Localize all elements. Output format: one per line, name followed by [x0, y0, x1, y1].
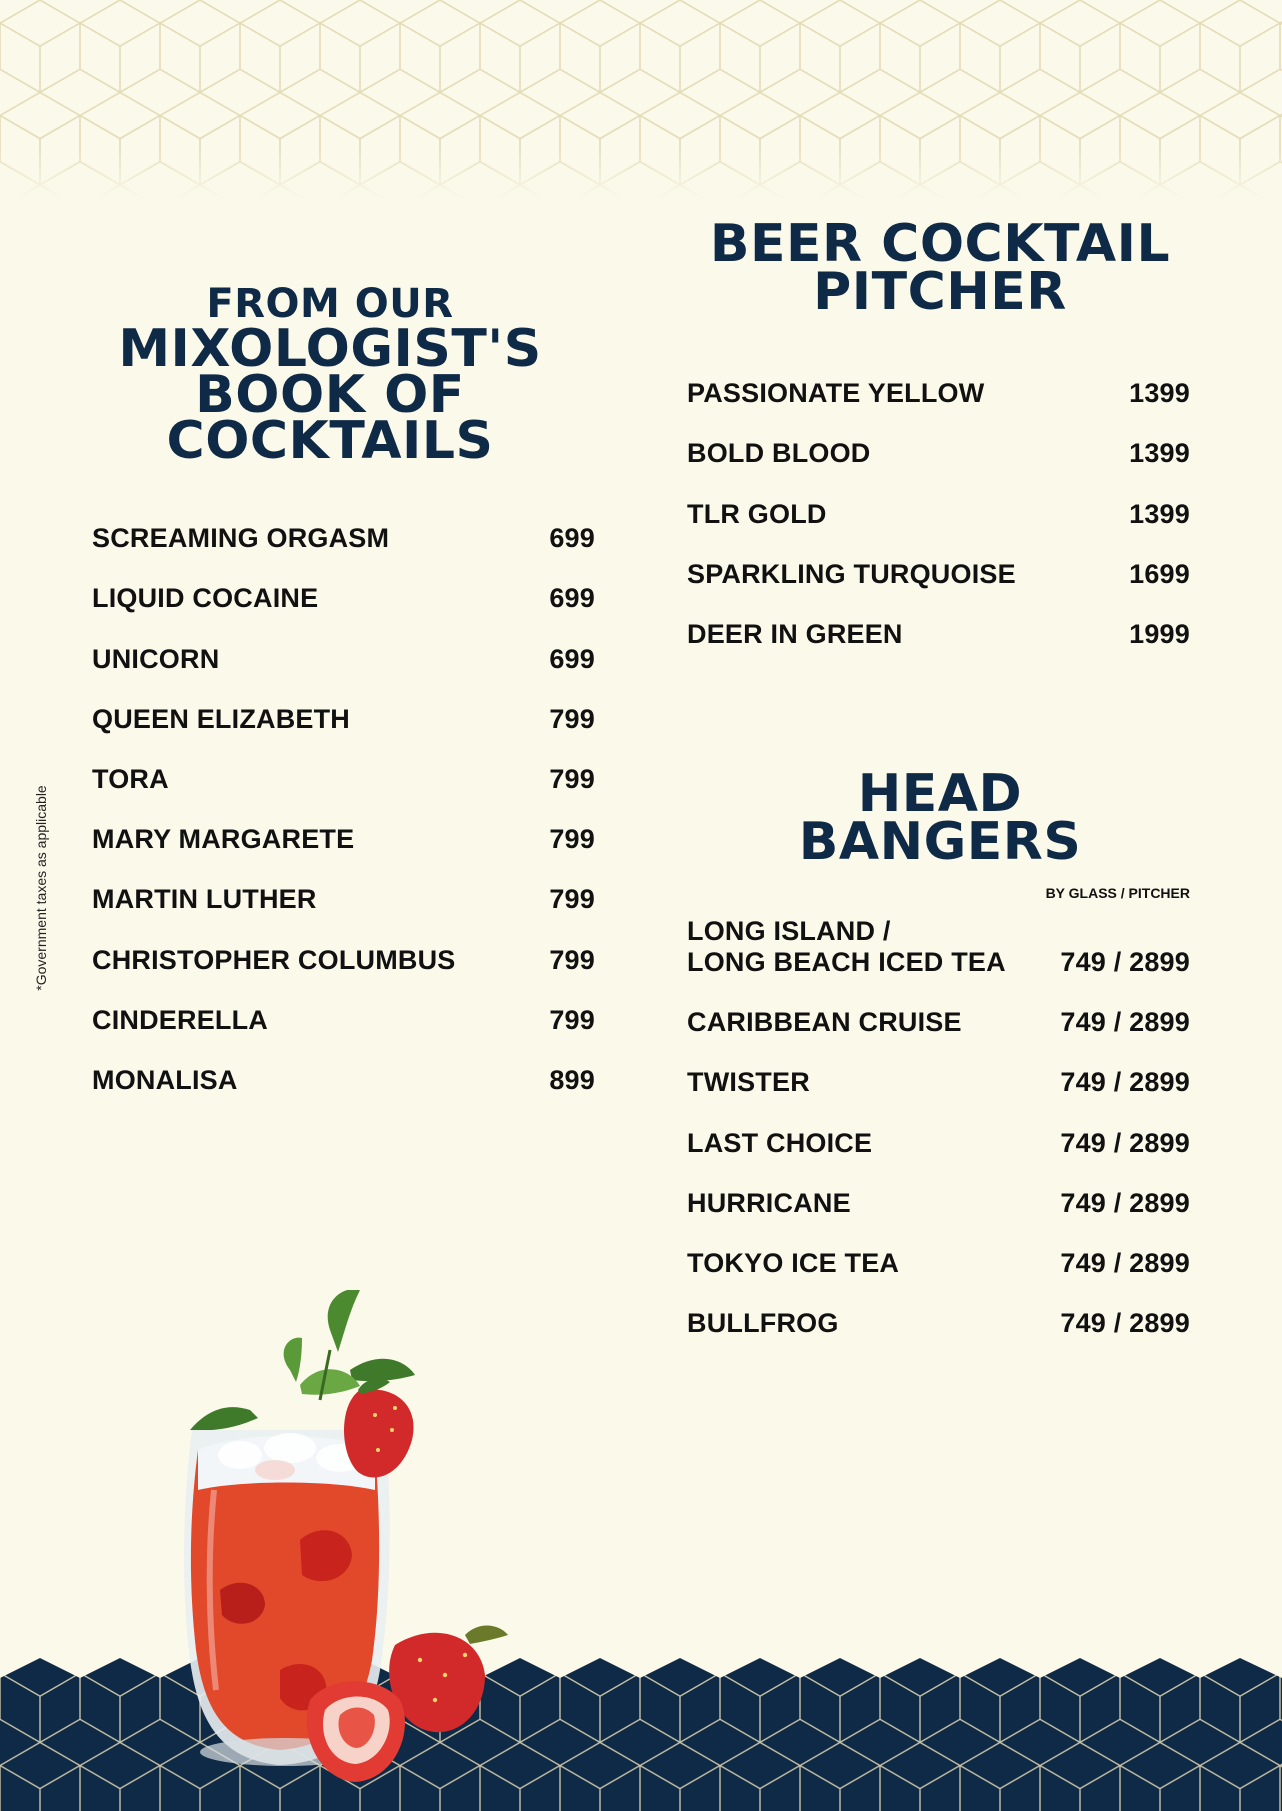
- item-price: 749 / 2899: [1060, 1187, 1190, 1218]
- menu-item: [687, 469, 1190, 529]
- beer-pitcher-heading: [640, 214, 1240, 322]
- menu-item: [92, 494, 595, 554]
- item-price: 1999: [1129, 618, 1190, 649]
- item-price: 799: [549, 944, 595, 975]
- item-price: 699: [549, 643, 595, 674]
- menu-item: [687, 1279, 1190, 1339]
- menu-item: [92, 855, 595, 915]
- item-price: 799: [549, 1004, 595, 1035]
- menu-item: [92, 735, 595, 795]
- item-name: CHRISTOPHER COLUMBUS: [92, 944, 456, 975]
- item-name: CINDERELLA: [92, 1004, 268, 1035]
- item-price: 799: [549, 884, 595, 915]
- item-price: 749 / 2899: [1060, 1067, 1190, 1098]
- menu-item: [92, 795, 595, 855]
- item-price: 1699: [1129, 558, 1190, 589]
- menu-item: [687, 1038, 1190, 1098]
- item-name: LONG ISLAND / LONG BEACH ICED TEA: [687, 916, 1006, 977]
- menu-item: [92, 675, 595, 735]
- menu-item: [92, 614, 595, 674]
- item-name: DEER IN GREEN: [687, 618, 903, 649]
- price-note: BY GLASS / PITCHER: [1045, 885, 1190, 901]
- item-name: SCREAMING ORGASM: [92, 523, 390, 554]
- menu-item: [687, 1159, 1190, 1219]
- item-price: 749 / 2899: [1060, 1007, 1190, 1038]
- mixologist-heading-line2: MIXOLOGIST'S: [118, 319, 542, 379]
- item-name: TORA: [92, 763, 169, 794]
- item-name: TWISTER: [687, 1067, 810, 1098]
- menu-item: [687, 1219, 1190, 1279]
- item-name: HURRICANE: [687, 1187, 851, 1218]
- menu-item: [687, 349, 1190, 409]
- mixologist-menu-list: [92, 494, 595, 1096]
- menu-item: [687, 916, 1190, 978]
- mixologist-heading-line3: BOOK OF: [195, 365, 465, 425]
- menu-item: [92, 976, 595, 1036]
- menu-item: [92, 1036, 595, 1096]
- beer-heading-line2: PITCHER: [813, 262, 1067, 322]
- item-price: 699: [549, 523, 595, 554]
- item-name: MONALISA: [92, 1064, 238, 1095]
- item-price: 799: [549, 763, 595, 794]
- item-price: 1399: [1129, 378, 1190, 409]
- strawberry-icon: [344, 1379, 413, 1478]
- menu-item: [687, 409, 1190, 469]
- menu-item: [687, 590, 1190, 650]
- item-price: 749 / 2899: [1060, 1308, 1190, 1339]
- item-name: UNICORN: [92, 643, 220, 674]
- beer-heading-line1: BEER COCKTAIL: [709, 214, 1171, 274]
- item-name: BULLFROG: [687, 1308, 839, 1339]
- strawberry-cocktail-image: [180, 1290, 560, 1790]
- item-name: MARTIN LUTHER: [92, 884, 317, 915]
- item-name: LIQUID COCAINE: [92, 583, 319, 614]
- item-name: CARIBBEAN CRUISE: [687, 1007, 962, 1038]
- menu-item: [92, 554, 595, 614]
- head-bangers-heading: [690, 764, 1190, 872]
- beer-pitcher-menu-list: [687, 349, 1190, 650]
- item-price: 749 / 2899: [1060, 1127, 1190, 1158]
- menu-item: [687, 1098, 1190, 1158]
- item-name: MARY MARGARETE: [92, 824, 355, 855]
- item-name: BOLD BLOOD: [687, 438, 871, 469]
- item-price: 899: [549, 1064, 595, 1095]
- item-name: TOKYO ICE TEA: [687, 1247, 900, 1278]
- mixologist-heading-line4: COCKTAILS: [166, 411, 494, 471]
- item-price: 799: [549, 824, 595, 855]
- item-price: 749 / 2899: [1060, 947, 1190, 977]
- head-heading-line1: HEAD: [857, 764, 1023, 824]
- menu-item: [687, 530, 1190, 590]
- item-price: 749 / 2899: [1060, 1247, 1190, 1278]
- mixologist-heading: [90, 281, 570, 471]
- item-price: 699: [549, 583, 595, 614]
- mixologist-heading-line1: FROM OUR: [206, 281, 454, 327]
- item-name: TLR GOLD: [687, 498, 827, 529]
- item-name: SPARKLING TURQUOISE: [687, 558, 1016, 589]
- item-name: LAST CHOICE: [687, 1127, 873, 1158]
- item-price: 1399: [1129, 438, 1190, 469]
- head-heading-line2: BANGERS: [798, 812, 1082, 872]
- top-cube-pattern: [0, 0, 1282, 200]
- tax-note: *Government taxes as applicable: [33, 785, 49, 991]
- menu-item: [92, 915, 595, 975]
- item-price: 799: [549, 703, 595, 734]
- item-price: 1399: [1129, 498, 1190, 529]
- item-name: QUEEN ELIZABETH: [92, 703, 351, 734]
- head-bangers-menu-list: [687, 916, 1190, 1339]
- menu-item: [687, 978, 1190, 1038]
- item-name: PASSIONATE YELLOW: [687, 378, 985, 409]
